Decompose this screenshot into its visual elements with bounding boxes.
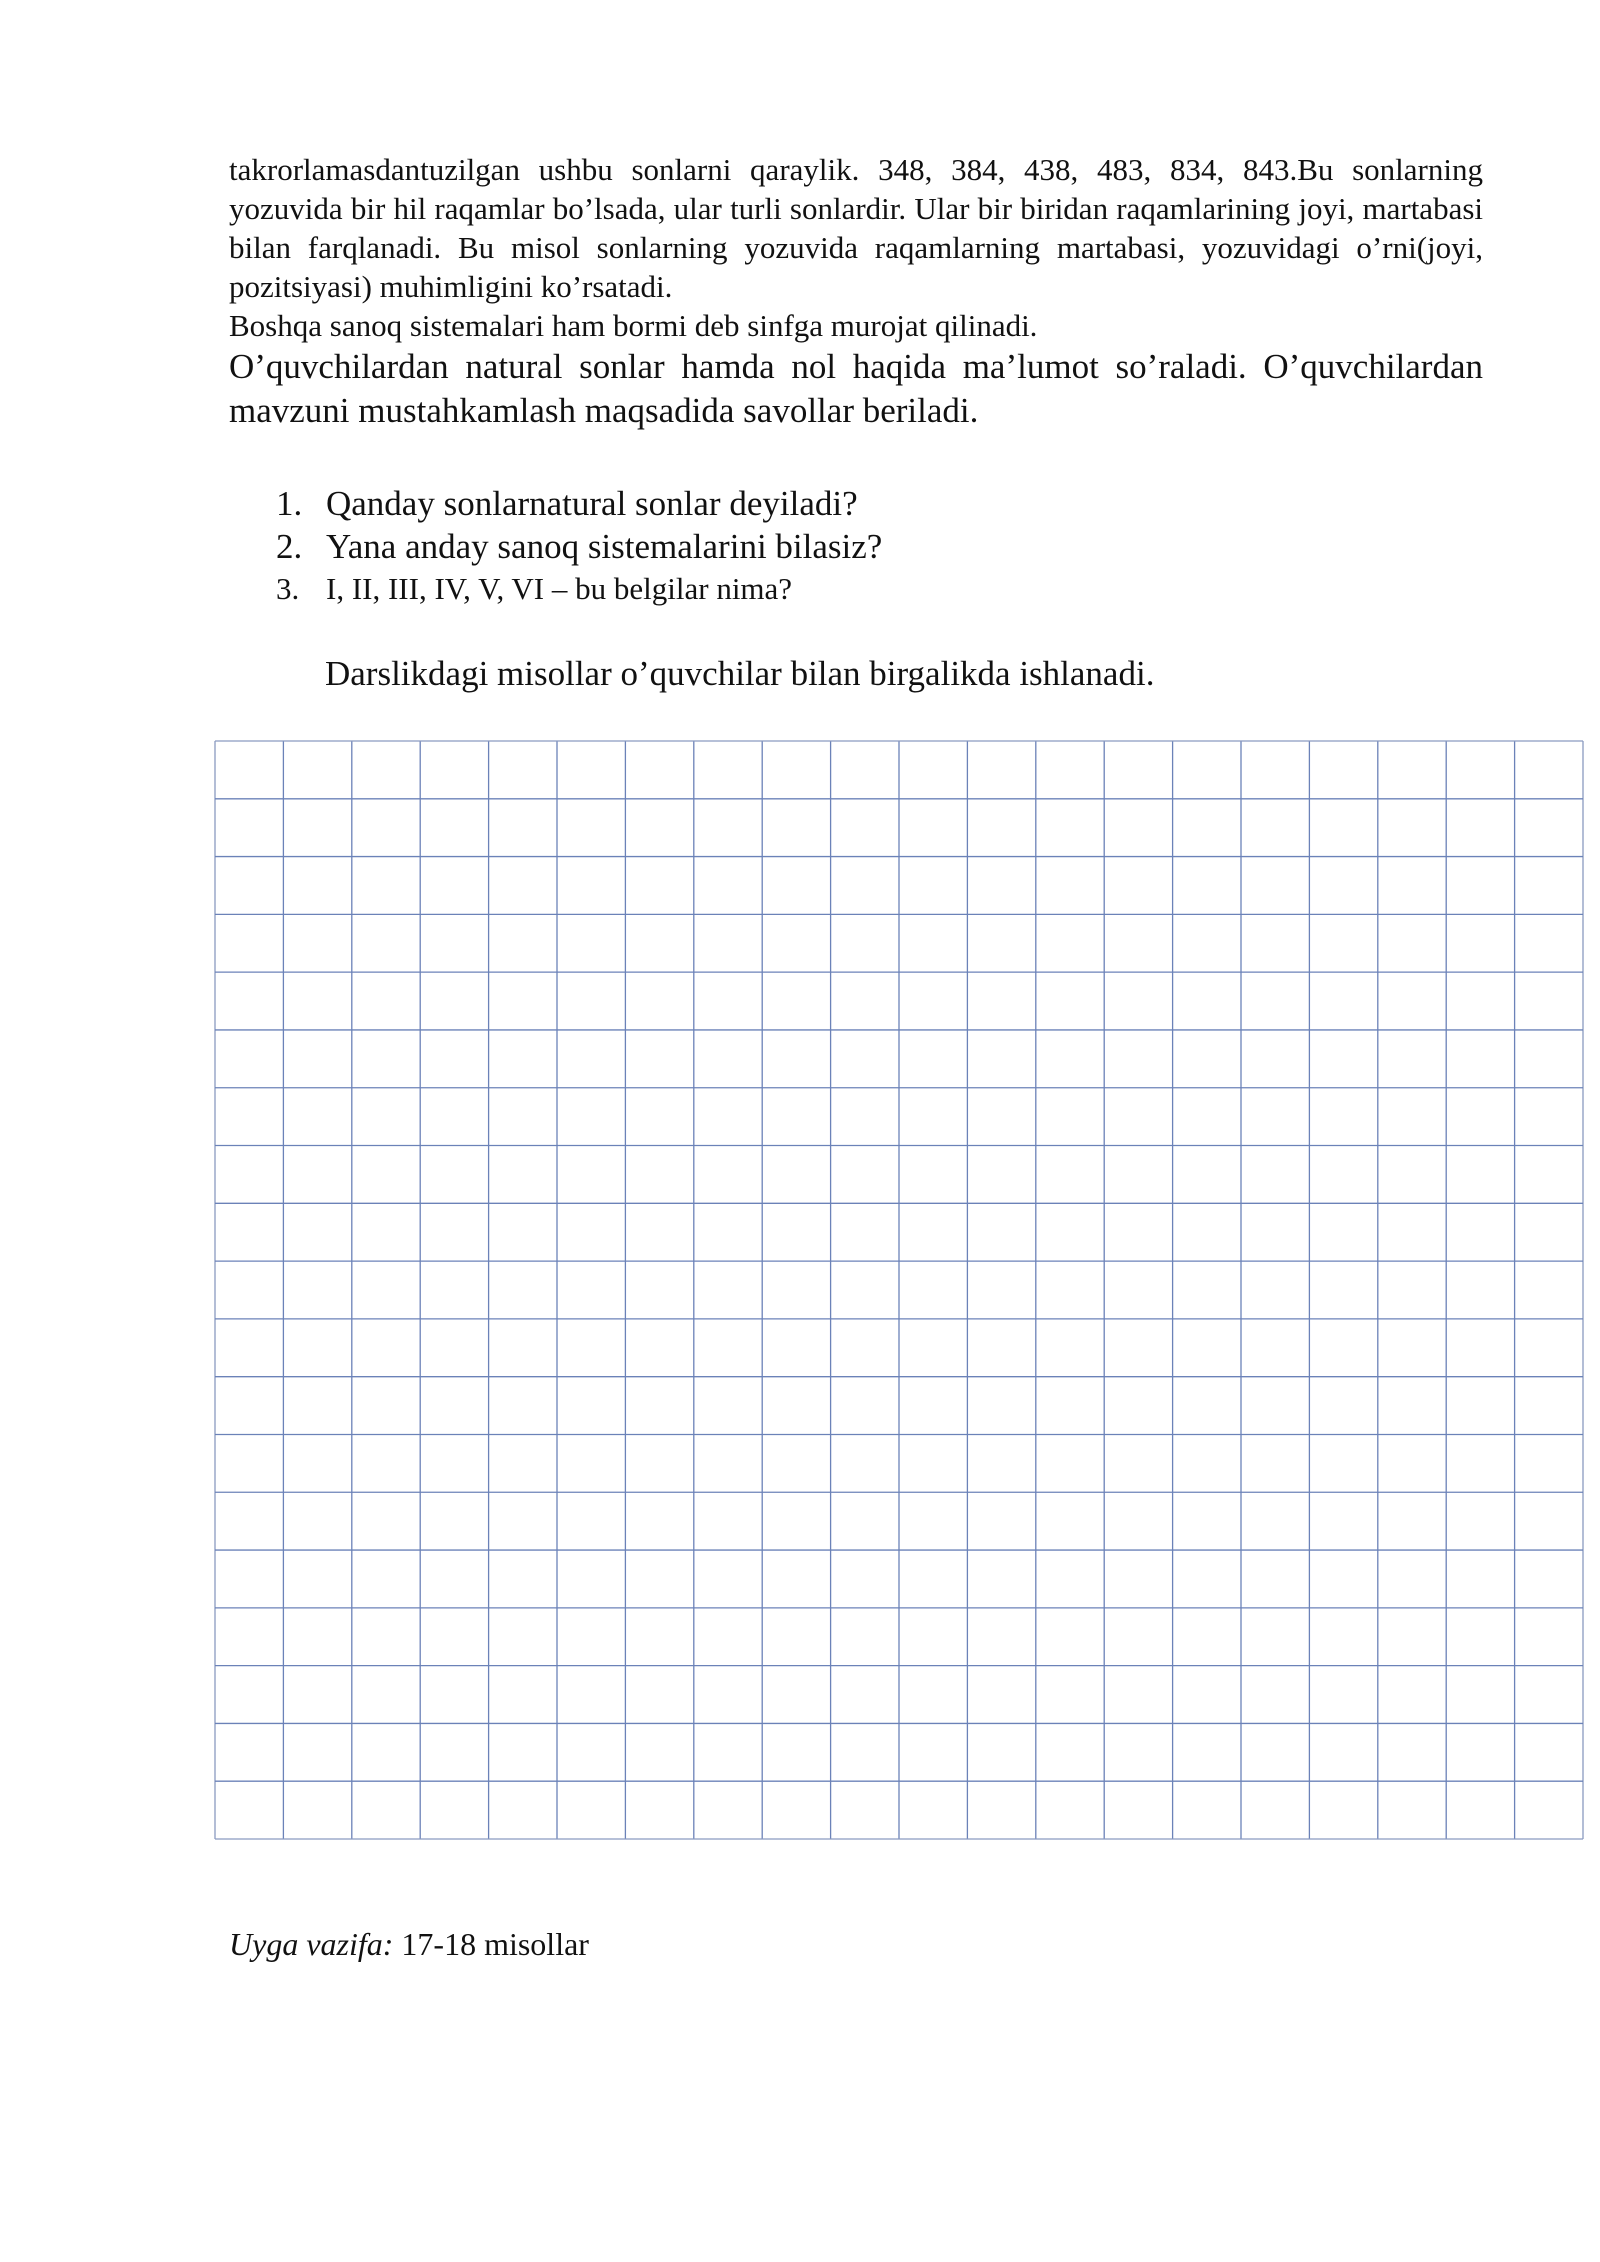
question-text: I, II, III, IV, V, VI – bu belgilar nima? [326,571,793,606]
grid-lines [214,740,1584,1840]
question-number: 1. [276,484,303,523]
body-text [229,150,1483,433]
homework-text: 17-18 misollar [393,1926,589,1962]
paragraph-digits-position: takrorlamasdantuzilgan ushbu sonlarni qaraylik. 348, 384, 438, 483, 834, 843.Bu sonlarning yozuvida bir hil raqamlar bo’lsada, ular turli sonlardir. Ular bir biridan raqamlarining joyi, martabasi bilan farqlanadi. Bu misol sonlarning yozuvida raqamlarning martabasi, yozuvidagi o’rni(joyi, pozitsiyasi) muhimligini ko’rsatadi. [229,152,1483,304]
paragraph-natural-numbers-question: O’quvchilardan natural sonlar hamda nol haqida ma’lumot so’raladi. O’quvchilardan mavzuni mustahkamlash maqsadida savollar beriladi. [229,347,1483,430]
question-item [270,568,1170,609]
question-number: 2. [276,527,303,566]
question-text: Qanday sonlarnatural sonlar deyiladi? [326,484,858,523]
homework-line [229,1924,589,1964]
paragraph-other-numeral-systems: Boshqa sanoq sistemalari ham bormi deb sinfga murojat qilinadi. [229,308,1038,343]
exercise-instruction: Darslikdagi misollar o’quvchilar bilan birgalikda ishlanadi. [325,654,1155,693]
graph-paper-grid [214,740,1584,1840]
question-item [270,525,1170,568]
homework-label: Uyga vazifa: [229,1926,394,1962]
question-number: 3. [276,571,300,606]
question-item [270,482,1170,525]
question-list [270,482,1170,609]
question-text: Yana anday sanoq sistemalarini bilasiz? [326,527,883,566]
